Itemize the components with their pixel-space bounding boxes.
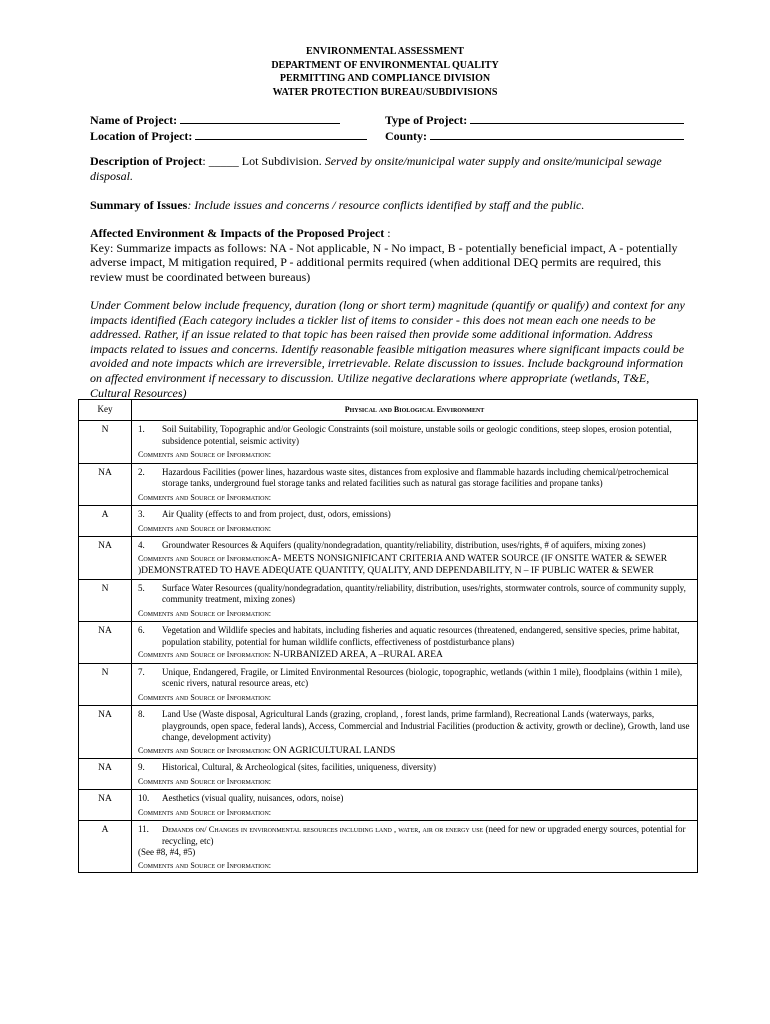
name-label: Name of Project:	[90, 113, 178, 127]
comments-label: Comments and Source of Information:	[138, 492, 272, 502]
row-number: 1.	[138, 424, 145, 434]
affected-label: Affected Environment & Impacts of the Proposed Project	[90, 226, 385, 240]
row-key[interactable]: A	[79, 506, 132, 537]
comments-label: Comments and Source of Information:	[138, 608, 272, 618]
project-fields	[90, 112, 690, 144]
table-row	[79, 706, 698, 759]
description-colon: :	[202, 154, 206, 168]
summary-of-issues	[90, 198, 690, 213]
row-text: Air Quality (effects to and from project, dust, odors, emissions)	[162, 509, 391, 519]
issues-table	[78, 399, 698, 873]
row-key[interactable]: NA	[79, 537, 132, 580]
affected-environment	[90, 226, 690, 284]
row-number: 2.	[138, 466, 145, 477]
row-number: 7.	[138, 666, 145, 677]
project-description	[90, 154, 690, 184]
location-label: Location of Project:	[90, 129, 193, 143]
row-key[interactable]: NA	[79, 759, 132, 790]
row-text: Land Use (Waste disposal, Agricultural Lands (grazing, cropland, , forest lands, prime farmland), Recreational Lands (waterways, parks, playgrounds, open space, federal lands), Access, Commercial and Industrial Facilities (production & activity, growth or decline), Growth, land use change, development activity)	[162, 709, 690, 742]
header-line: DEPARTMENT OF ENVIRONMENTAL QUALITY	[271, 59, 499, 71]
document-header	[0, 45, 770, 99]
comments-label: Comments and Source of Information:	[138, 807, 272, 817]
row-text: Aesthetics (visual quality, nuisances, odors, noise)	[162, 793, 344, 803]
type-label: Type of Project:	[385, 113, 468, 127]
row-number: 11.	[138, 824, 149, 834]
row-text: Historical, Cultural, & Archeological (sites, facilities, uniqueness, diversity)	[162, 762, 436, 772]
key-header: Key	[79, 400, 132, 421]
comments-label: Comments and Source of Information:	[138, 553, 272, 563]
row-key[interactable]: N	[79, 663, 132, 706]
description-italic: Served by onsite/municipal water supply and onsite/municipal sewage disposal.	[90, 154, 662, 183]
row-text: Soil Suitability, Topographic and/or Geologic Constraints (soil moisture, unstable soils or geologic conditions, steep slopes, erosion potential, subsidence potential, seismic activity)	[162, 424, 672, 446]
section-header: Physical and Biological Environment	[132, 400, 698, 421]
row-key[interactable]: NA	[79, 706, 132, 759]
see-reference: (See #8, #4, #5)	[138, 847, 196, 857]
header-line: PERMITTING AND COMPLIANCE DIVISION	[279, 73, 491, 84]
row-comment[interactable]: ON AGRICULTURAL LANDS	[273, 745, 396, 756]
comments-label: Comments and Source of Information:	[138, 450, 272, 459]
row-key[interactable]: N	[79, 579, 132, 622]
table-row	[79, 579, 698, 622]
comments-label: Comments and Source of Information:	[138, 860, 272, 870]
table-header-row	[79, 400, 698, 421]
comments-label: Comments and Source of Information:	[138, 650, 272, 659]
table-row	[79, 506, 698, 537]
row-text: Groundwater Resources & Aquifers (quality/nondegradation, quantity/reliability, distribution, uses/rights, # of aquifers, mixing zones)	[162, 540, 646, 550]
affected-colon: :	[384, 226, 391, 240]
row-text: Hazardous Facilities (power lines, hazardous waste sites, distances from explosive and flammable hazards including chemical/petrochemical storage tanks, underground fuel storage tanks and related facilities such as natural gas storage facilities and propane tanks)	[162, 466, 669, 488]
row-number: 4.	[138, 540, 145, 550]
row-comment[interactable]: N-URBANIZED AREA, A –RURAL AREA	[273, 650, 443, 660]
row-text: (need for new or upgraded energy sources, potential for recycling, etc)	[162, 824, 686, 846]
row-text: Unique, Endangered, Fragile, or Limited Environmental Resources (biologic, topographic, wetlands (within 1 mile), floodplains (within 1 mile), scenic rivers, natural resource areas, etc)	[162, 666, 683, 688]
table-row	[79, 821, 698, 873]
row-number: 6.	[138, 625, 145, 635]
table-row	[79, 537, 698, 580]
type-field[interactable]	[470, 112, 684, 124]
row-text-smallcaps: Demands on/ Changes in environmental resources including land , water, air or energy use	[162, 824, 484, 834]
table-row	[79, 463, 698, 506]
instructions-text: Under Comment below include frequency, duration (long or short term) magnitude (quantify or qualify) and context for any impacts identified (Each category includes a tickler list of items to consider - this does not mean each one needs to be addressed. Rather, if an issue related to that topic has been raised then provide some additional information. Address impacts related to issues and concerns. Identify reasonable feasible mitigation measures where significant impacts could be avoided and note impacts which are irreversible, irretrievable. Relate discussion to issues. Include background information on affected environment if necessary to discussion. Utilize negative declarations where appropriate (wetlands, T&E, Cultural Resources)	[90, 298, 685, 400]
description-label: Description of Project	[90, 154, 203, 168]
row-key[interactable]: NA	[79, 463, 132, 506]
lot-text: Lot Subdivision.	[238, 154, 322, 168]
location-field[interactable]	[195, 128, 367, 140]
lot-count-blank[interactable]: _____	[208, 154, 239, 168]
comments-label: Comments and Source of Information:	[138, 692, 272, 702]
row-key[interactable]: NA	[79, 790, 132, 821]
row-text: Surface Water Resources (quality/nondegradation, quantity/reliability, distribution, uses/rights, stormwater controls, source of community supply, community treatment, mixing zones)	[162, 582, 686, 604]
key-text: Key: Summarize impacts as follows: NA - Not applicable, N - No impact, B - potentially beneficial impact, A - potentially adverse impact, M mitigation required, P - additional permits required (when additional DEQ permits are required, this review must be coordinated between bureaus)	[90, 240, 678, 284]
row-number: 3.	[138, 509, 145, 519]
comments-label: Comments and Source of Information:	[138, 523, 272, 533]
name-field[interactable]	[180, 112, 340, 124]
table-row	[79, 622, 698, 664]
table-row	[79, 663, 698, 706]
row-number: 5.	[138, 582, 145, 593]
county-field[interactable]	[430, 128, 684, 140]
header-line: ENVIRONMENTAL ASSESSMENT	[306, 46, 464, 57]
row-number: 10.	[138, 793, 150, 803]
row-key[interactable]: NA	[79, 622, 132, 664]
table-row	[79, 759, 698, 790]
summary-text: : Include issues and concerns / resource conflicts identified by staff and the public.	[187, 198, 585, 212]
row-number: 8.	[138, 709, 145, 719]
table-row	[79, 421, 698, 464]
row-number: 9.	[138, 762, 145, 772]
header-line: WATER PROTECTION BUREAU/SUBDIVISIONS	[272, 86, 498, 98]
row-comment[interactable]: A- MEETS NONSIGNIFICANT CRITERIA AND WATER SOURCE (IF ONSITE WATER & SEWER )DEMONSTRATED TO HAVE ADEQUATE QUANTITY, QUALITY, AND DEPENDABILITY, N – IF PUBLIC WATER & SEWER	[138, 553, 668, 576]
row-key[interactable]: N	[79, 421, 132, 464]
table-row	[79, 790, 698, 821]
county-label: County:	[385, 129, 428, 143]
comments-label: Comments and Source of Information:	[138, 745, 272, 755]
row-text: Vegetation and Wildlife species and habitats, including fisheries and aquatic resources (threatened, endangered, sensitive species, prime habitat, population stability, potential for human wildlife conflicts, effectiveness of postdisturbance plans)	[162, 625, 680, 647]
row-key[interactable]: A	[79, 821, 132, 873]
comments-label: Comments and Source of Information:	[138, 776, 272, 786]
summary-label: Summary of Issues	[90, 198, 188, 212]
